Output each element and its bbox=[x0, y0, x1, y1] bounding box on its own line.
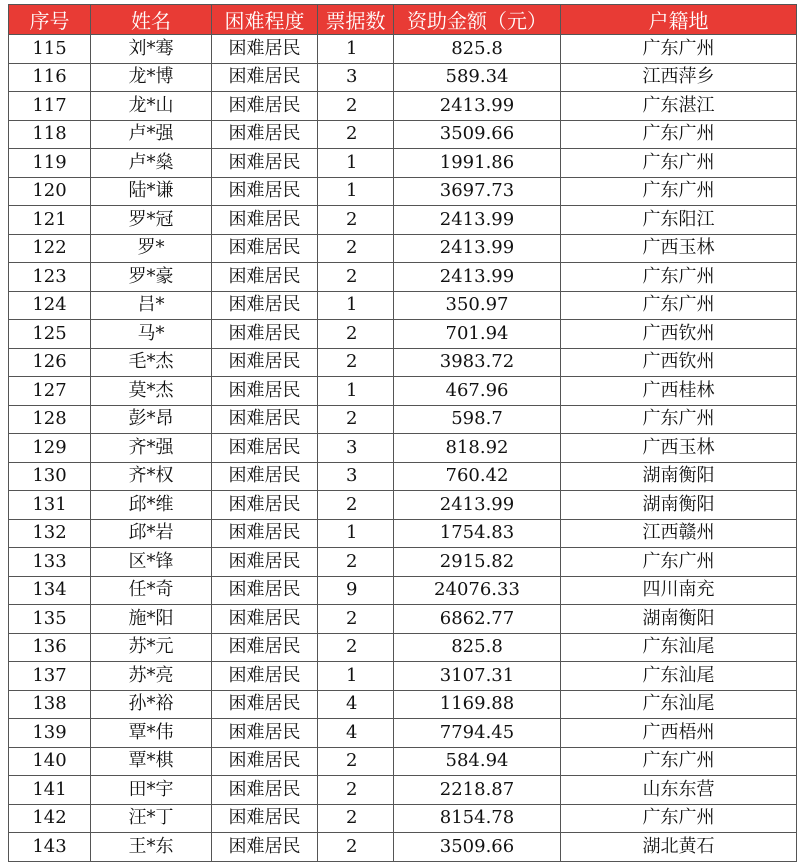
cell-serial-number: 115 bbox=[9, 35, 91, 64]
cell-name: 覃*伟 bbox=[91, 719, 212, 748]
cell-name: 罗*豪 bbox=[91, 263, 212, 292]
cell-name: 吕* bbox=[91, 291, 212, 320]
cell-hardship-level: 困难居民 bbox=[212, 63, 318, 92]
cell-household-registration: 广东汕尾 bbox=[561, 690, 797, 719]
cell-receipt-count: 4 bbox=[318, 690, 394, 719]
cell-household-registration: 广西钦州 bbox=[561, 320, 797, 349]
table-body bbox=[9, 35, 797, 862]
cell-serial-number: 134 bbox=[9, 576, 91, 605]
cell-receipt-count: 2 bbox=[318, 833, 394, 862]
cell-hardship-level: 困难居民 bbox=[212, 576, 318, 605]
table-row bbox=[9, 462, 797, 491]
table-row bbox=[9, 377, 797, 406]
cell-serial-number: 126 bbox=[9, 348, 91, 377]
cell-receipt-count: 2 bbox=[318, 92, 394, 121]
table-row bbox=[9, 548, 797, 577]
cell-hardship-level: 困难居民 bbox=[212, 548, 318, 577]
cell-subsidy-amount: 3107.31 bbox=[394, 662, 561, 691]
cell-household-registration: 四川南充 bbox=[561, 576, 797, 605]
cell-receipt-count: 2 bbox=[318, 320, 394, 349]
cell-household-registration: 广西梧州 bbox=[561, 719, 797, 748]
cell-serial-number: 130 bbox=[9, 462, 91, 491]
cell-hardship-level: 困难居民 bbox=[212, 719, 318, 748]
cell-household-registration: 广东广州 bbox=[561, 747, 797, 776]
table-row bbox=[9, 92, 797, 121]
table-row bbox=[9, 576, 797, 605]
table-row bbox=[9, 662, 797, 691]
cell-subsidy-amount: 701.94 bbox=[394, 320, 561, 349]
table-row bbox=[9, 320, 797, 349]
cell-household-registration: 广东广州 bbox=[561, 149, 797, 178]
table-row bbox=[9, 833, 797, 862]
cell-hardship-level: 困难居民 bbox=[212, 291, 318, 320]
header-hardship-level: 困难程度 bbox=[212, 5, 318, 35]
cell-hardship-level: 困难居民 bbox=[212, 320, 318, 349]
cell-subsidy-amount: 7794.45 bbox=[394, 719, 561, 748]
cell-hardship-level: 困难居民 bbox=[212, 519, 318, 548]
cell-serial-number: 143 bbox=[9, 833, 91, 862]
cell-hardship-level: 困难居民 bbox=[212, 747, 318, 776]
cell-name: 卢*强 bbox=[91, 120, 212, 149]
cell-receipt-count: 2 bbox=[318, 548, 394, 577]
cell-serial-number: 131 bbox=[9, 491, 91, 520]
cell-name: 覃*棋 bbox=[91, 747, 212, 776]
cell-name: 王*东 bbox=[91, 833, 212, 862]
cell-subsidy-amount: 2413.99 bbox=[394, 92, 561, 121]
cell-name: 邱*维 bbox=[91, 491, 212, 520]
cell-household-registration: 广东广州 bbox=[561, 263, 797, 292]
table-row bbox=[9, 804, 797, 833]
cell-serial-number: 138 bbox=[9, 690, 91, 719]
cell-household-registration: 广东广州 bbox=[561, 177, 797, 206]
cell-receipt-count: 2 bbox=[318, 747, 394, 776]
cell-hardship-level: 困难居民 bbox=[212, 120, 318, 149]
cell-hardship-level: 困难居民 bbox=[212, 833, 318, 862]
cell-serial-number: 116 bbox=[9, 63, 91, 92]
header-row bbox=[9, 5, 797, 35]
table-row bbox=[9, 149, 797, 178]
cell-hardship-level: 困难居民 bbox=[212, 633, 318, 662]
cell-subsidy-amount: 3509.66 bbox=[394, 120, 561, 149]
cell-household-registration: 广东阳江 bbox=[561, 206, 797, 235]
cell-subsidy-amount: 825.8 bbox=[394, 35, 561, 64]
cell-hardship-level: 困难居民 bbox=[212, 149, 318, 178]
cell-name: 任*奇 bbox=[91, 576, 212, 605]
cell-household-registration: 广东广州 bbox=[561, 548, 797, 577]
table-row bbox=[9, 405, 797, 434]
table-row bbox=[9, 348, 797, 377]
cell-subsidy-amount: 2413.99 bbox=[394, 491, 561, 520]
cell-receipt-count: 2 bbox=[318, 491, 394, 520]
header-household-registration: 户籍地 bbox=[561, 5, 797, 35]
cell-name: 毛*杰 bbox=[91, 348, 212, 377]
cell-receipt-count: 2 bbox=[318, 120, 394, 149]
cell-subsidy-amount: 24076.33 bbox=[394, 576, 561, 605]
cell-name: 刘*骞 bbox=[91, 35, 212, 64]
cell-serial-number: 140 bbox=[9, 747, 91, 776]
cell-household-registration: 广西钦州 bbox=[561, 348, 797, 377]
cell-serial-number: 118 bbox=[9, 120, 91, 149]
cell-subsidy-amount: 1991.86 bbox=[394, 149, 561, 178]
cell-household-registration: 广东广州 bbox=[561, 291, 797, 320]
cell-subsidy-amount: 2218.87 bbox=[394, 776, 561, 805]
cell-serial-number: 139 bbox=[9, 719, 91, 748]
cell-receipt-count: 2 bbox=[318, 605, 394, 634]
cell-subsidy-amount: 3509.66 bbox=[394, 833, 561, 862]
table-row bbox=[9, 633, 797, 662]
table-row bbox=[9, 234, 797, 263]
table-row bbox=[9, 63, 797, 92]
cell-receipt-count: 2 bbox=[318, 633, 394, 662]
cell-subsidy-amount: 584.94 bbox=[394, 747, 561, 776]
table-row bbox=[9, 519, 797, 548]
cell-receipt-count: 3 bbox=[318, 63, 394, 92]
cell-name: 汪*丁 bbox=[91, 804, 212, 833]
cell-hardship-level: 困难居民 bbox=[212, 462, 318, 491]
table-row bbox=[9, 35, 797, 64]
cell-serial-number: 117 bbox=[9, 92, 91, 121]
cell-serial-number: 142 bbox=[9, 804, 91, 833]
cell-name: 施*阳 bbox=[91, 605, 212, 634]
cell-serial-number: 119 bbox=[9, 149, 91, 178]
table-row bbox=[9, 120, 797, 149]
cell-household-registration: 山东东营 bbox=[561, 776, 797, 805]
header-subsidy-amount: 资助金额（元） bbox=[394, 5, 561, 35]
cell-receipt-count: 1 bbox=[318, 177, 394, 206]
cell-hardship-level: 困难居民 bbox=[212, 377, 318, 406]
cell-receipt-count: 9 bbox=[318, 576, 394, 605]
header-serial-number: 序号 bbox=[9, 5, 91, 35]
cell-serial-number: 122 bbox=[9, 234, 91, 263]
table-row bbox=[9, 206, 797, 235]
cell-serial-number: 136 bbox=[9, 633, 91, 662]
cell-serial-number: 137 bbox=[9, 662, 91, 691]
cell-household-registration: 广西玉林 bbox=[561, 434, 797, 463]
cell-household-registration: 广东汕尾 bbox=[561, 662, 797, 691]
cell-name: 卢*燊 bbox=[91, 149, 212, 178]
cell-hardship-level: 困难居民 bbox=[212, 690, 318, 719]
cell-serial-number: 133 bbox=[9, 548, 91, 577]
cell-serial-number: 128 bbox=[9, 405, 91, 434]
cell-name: 罗* bbox=[91, 234, 212, 263]
cell-household-registration: 广东广州 bbox=[561, 405, 797, 434]
header-name: 姓名 bbox=[91, 5, 212, 35]
cell-name: 龙*博 bbox=[91, 63, 212, 92]
cell-household-registration: 江西萍乡 bbox=[561, 63, 797, 92]
table-row bbox=[9, 776, 797, 805]
cell-subsidy-amount: 8154.78 bbox=[394, 804, 561, 833]
cell-household-registration: 广东广州 bbox=[561, 804, 797, 833]
table-row bbox=[9, 690, 797, 719]
cell-name: 莫*杰 bbox=[91, 377, 212, 406]
cell-serial-number: 141 bbox=[9, 776, 91, 805]
cell-hardship-level: 困难居民 bbox=[212, 348, 318, 377]
cell-serial-number: 135 bbox=[9, 605, 91, 634]
cell-household-registration: 广西桂林 bbox=[561, 377, 797, 406]
cell-serial-number: 120 bbox=[9, 177, 91, 206]
cell-household-registration: 湖北黄石 bbox=[561, 833, 797, 862]
cell-serial-number: 125 bbox=[9, 320, 91, 349]
cell-household-registration: 广东湛江 bbox=[561, 92, 797, 121]
cell-subsidy-amount: 598.7 bbox=[394, 405, 561, 434]
cell-name: 苏*元 bbox=[91, 633, 212, 662]
cell-subsidy-amount: 3697.73 bbox=[394, 177, 561, 206]
cell-name: 苏*亮 bbox=[91, 662, 212, 691]
cell-subsidy-amount: 1169.88 bbox=[394, 690, 561, 719]
cell-hardship-level: 困难居民 bbox=[212, 491, 318, 520]
cell-receipt-count: 3 bbox=[318, 462, 394, 491]
cell-receipt-count: 2 bbox=[318, 776, 394, 805]
cell-subsidy-amount: 2915.82 bbox=[394, 548, 561, 577]
cell-serial-number: 132 bbox=[9, 519, 91, 548]
cell-hardship-level: 困难居民 bbox=[212, 804, 318, 833]
table-row bbox=[9, 491, 797, 520]
cell-receipt-count: 2 bbox=[318, 263, 394, 292]
header-receipt-count: 票据数 bbox=[318, 5, 394, 35]
cell-serial-number: 124 bbox=[9, 291, 91, 320]
table-row bbox=[9, 719, 797, 748]
cell-subsidy-amount: 760.42 bbox=[394, 462, 561, 491]
cell-name: 马* bbox=[91, 320, 212, 349]
cell-name: 齐*权 bbox=[91, 462, 212, 491]
cell-hardship-level: 困难居民 bbox=[212, 605, 318, 634]
cell-household-registration: 湖南衡阳 bbox=[561, 605, 797, 634]
cell-receipt-count: 2 bbox=[318, 234, 394, 263]
cell-household-registration: 广东广州 bbox=[561, 35, 797, 64]
cell-subsidy-amount: 818.92 bbox=[394, 434, 561, 463]
cell-hardship-level: 困难居民 bbox=[212, 35, 318, 64]
cell-receipt-count: 2 bbox=[318, 405, 394, 434]
cell-receipt-count: 1 bbox=[318, 519, 394, 548]
cell-household-registration: 湖南衡阳 bbox=[561, 462, 797, 491]
cell-subsidy-amount: 467.96 bbox=[394, 377, 561, 406]
cell-hardship-level: 困难居民 bbox=[212, 92, 318, 121]
cell-hardship-level: 困难居民 bbox=[212, 263, 318, 292]
cell-receipt-count: 2 bbox=[318, 206, 394, 235]
cell-hardship-level: 困难居民 bbox=[212, 776, 318, 805]
cell-subsidy-amount: 589.34 bbox=[394, 63, 561, 92]
cell-receipt-count: 1 bbox=[318, 662, 394, 691]
cell-name: 陆*谦 bbox=[91, 177, 212, 206]
cell-name: 邱*岩 bbox=[91, 519, 212, 548]
cell-receipt-count: 1 bbox=[318, 377, 394, 406]
table-header bbox=[9, 5, 797, 35]
cell-hardship-level: 困难居民 bbox=[212, 434, 318, 463]
cell-household-registration: 广东广州 bbox=[561, 120, 797, 149]
cell-subsidy-amount: 6862.77 bbox=[394, 605, 561, 634]
cell-subsidy-amount: 2413.99 bbox=[394, 234, 561, 263]
cell-subsidy-amount: 1754.83 bbox=[394, 519, 561, 548]
cell-serial-number: 129 bbox=[9, 434, 91, 463]
table-row bbox=[9, 605, 797, 634]
cell-subsidy-amount: 3983.72 bbox=[394, 348, 561, 377]
cell-subsidy-amount: 2413.99 bbox=[394, 206, 561, 235]
cell-receipt-count: 4 bbox=[318, 719, 394, 748]
table-row bbox=[9, 263, 797, 292]
cell-name: 区*锋 bbox=[91, 548, 212, 577]
subsidy-table bbox=[8, 4, 797, 862]
cell-serial-number: 123 bbox=[9, 263, 91, 292]
cell-receipt-count: 2 bbox=[318, 804, 394, 833]
cell-receipt-count: 3 bbox=[318, 434, 394, 463]
cell-serial-number: 121 bbox=[9, 206, 91, 235]
cell-receipt-count: 1 bbox=[318, 149, 394, 178]
cell-name: 彭*昂 bbox=[91, 405, 212, 434]
cell-receipt-count: 2 bbox=[318, 348, 394, 377]
cell-hardship-level: 困难居民 bbox=[212, 405, 318, 434]
cell-hardship-level: 困难居民 bbox=[212, 206, 318, 235]
cell-name: 孙*裕 bbox=[91, 690, 212, 719]
cell-household-registration: 广东汕尾 bbox=[561, 633, 797, 662]
cell-name: 齐*强 bbox=[91, 434, 212, 463]
cell-subsidy-amount: 825.8 bbox=[394, 633, 561, 662]
cell-subsidy-amount: 350.97 bbox=[394, 291, 561, 320]
table-row bbox=[9, 291, 797, 320]
cell-receipt-count: 1 bbox=[318, 291, 394, 320]
cell-hardship-level: 困难居民 bbox=[212, 177, 318, 206]
cell-hardship-level: 困难居民 bbox=[212, 234, 318, 263]
cell-household-registration: 广西玉林 bbox=[561, 234, 797, 263]
cell-name: 田*宇 bbox=[91, 776, 212, 805]
cell-household-registration: 湖南衡阳 bbox=[561, 491, 797, 520]
cell-serial-number: 127 bbox=[9, 377, 91, 406]
table-row bbox=[9, 434, 797, 463]
cell-subsidy-amount: 2413.99 bbox=[394, 263, 561, 292]
table-row bbox=[9, 747, 797, 776]
cell-household-registration: 江西赣州 bbox=[561, 519, 797, 548]
cell-name: 罗*冠 bbox=[91, 206, 212, 235]
cell-hardship-level: 困难居民 bbox=[212, 662, 318, 691]
table-row bbox=[9, 177, 797, 206]
cell-name: 龙*山 bbox=[91, 92, 212, 121]
cell-receipt-count: 1 bbox=[318, 35, 394, 64]
